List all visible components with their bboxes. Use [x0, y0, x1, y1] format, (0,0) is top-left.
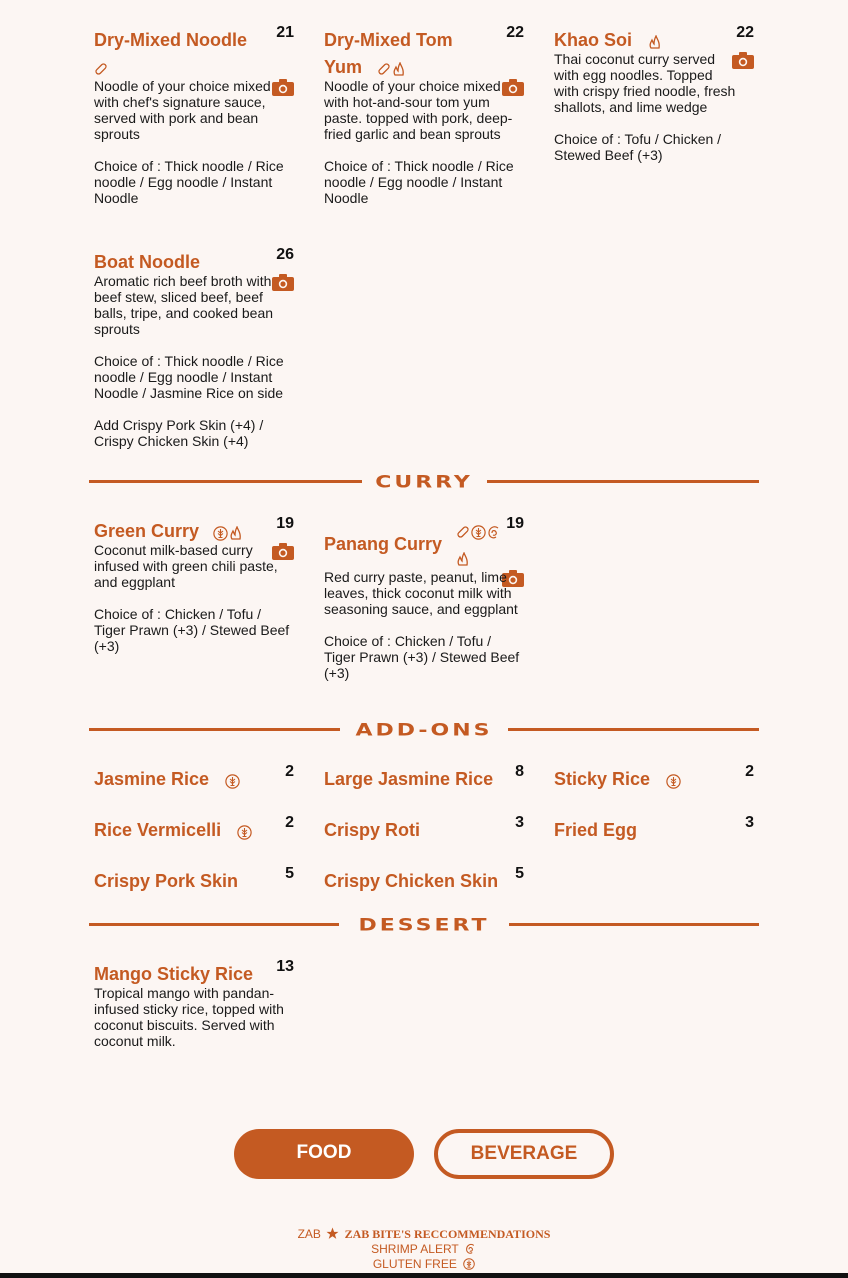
item-price: 13 — [276, 958, 294, 975]
legend-shrimp-label: SHRIMP ALERT — [371, 1242, 459, 1256]
item-name: Rice Vermicelli — [94, 817, 294, 845]
item-description: Red curry paste, peanut, lime leaves, thick coconut milk with seasoning sauce, and eggplant Choice of : Chicken / Tofu / Tiger Prawn (+3) / Stewed Beef (+3) — [324, 569, 520, 681]
item-name: Dry-Mixed Tom Yum — [324, 27, 504, 82]
peanut-icon — [377, 62, 391, 76]
item-description: Thai coconut curry served with egg noodles. Topped with crispy fried noodle, fresh shallots, and lime wedge Choice of : Tofu / Chicken / Stewed Beef (+3) — [554, 51, 736, 163]
spicy-icon — [648, 35, 662, 49]
item-name: Boat Noodle — [94, 252, 200, 272]
item-description: Coconut milk-based curry infused with green chili paste, and eggplant Choice of : Chicken / Tofu / Tiger Prawn (+3) / Stewed Beef (+3) — [94, 542, 290, 654]
peanut-icon — [456, 525, 470, 539]
item-name: Green Curry — [94, 518, 264, 546]
item-price: 22 — [736, 24, 754, 41]
item-name: Crispy Roti — [324, 820, 421, 840]
item-icons — [225, 767, 241, 794]
legend-zab: ZAB — [297, 1227, 321, 1241]
peanut-icon — [94, 62, 108, 76]
item-price: 2 — [285, 814, 294, 831]
item-description: Tropical mango with pandan-infused sticky rice, topped with coconut biscuits. Served with coconut milk. — [94, 985, 284, 1049]
item-icons — [456, 518, 503, 572]
section-title: DESSERT — [358, 915, 490, 936]
food-button[interactable]: FOOD — [234, 1129, 414, 1179]
section-header-curry — [0, 470, 848, 496]
item-name: Large Jasmine Rice — [324, 769, 494, 789]
legend-recommendations — [0, 1227, 848, 1242]
star-icon — [326, 1227, 339, 1240]
item-price: 5 — [515, 865, 524, 882]
item-name: Fried Egg — [554, 820, 638, 840]
gluten-free-icon — [463, 1258, 475, 1270]
item-icons — [666, 767, 682, 794]
section-header-addons — [0, 718, 848, 744]
gluten-free-icon — [225, 774, 240, 789]
item-price: 8 — [515, 763, 524, 780]
item-name: Crispy Pork Skin — [94, 871, 239, 891]
section-title: CURRY — [375, 472, 473, 493]
item-name: Khao Soi — [554, 27, 724, 55]
item-price: 21 — [276, 24, 294, 41]
legend-gluten-free — [0, 1257, 848, 1272]
item-name: Mango Sticky Rice — [94, 964, 254, 984]
item-icons — [237, 818, 253, 845]
item-description: Aromatic rich beef broth with beef stew, sliced beef, beef balls, tripe, and cooked bean sprouts Choice of : Thick noodle / Rice noodle / Egg noodle / Instant Noodle / Jasmine Rice on side Add Crispy Pork Skin (+4) / Crispy Chicken Skin (+4) — [94, 273, 284, 449]
item-price: 5 — [285, 865, 294, 882]
shrimp-icon — [465, 1243, 477, 1255]
spicy-icon — [392, 62, 406, 76]
gluten-free-icon — [213, 526, 228, 541]
gluten-free-icon — [237, 825, 252, 840]
section-title: ADD-ONS — [355, 720, 493, 741]
gluten-free-icon — [471, 525, 486, 540]
item-name: Jasmine Rice — [94, 766, 294, 794]
item-price: 2 — [745, 763, 754, 780]
legend-gluten-label: GLUTEN FREE — [372, 1257, 457, 1271]
legend-shrimp — [0, 1242, 848, 1257]
item-description: Noodle of your choice mixed with chef's signature sauce, served with pork and bean sprouts Choice of : Thick noodle / Rice noodle / Egg noodle / Instant Noodle — [94, 78, 284, 206]
bottom-bar — [0, 1273, 848, 1278]
gluten-free-icon — [666, 774, 681, 789]
item-name: Panang Curry — [324, 518, 509, 572]
item-price: 3 — [515, 814, 524, 831]
item-price: 26 — [276, 246, 294, 263]
item-price: 2 — [285, 763, 294, 780]
shrimp-icon — [487, 525, 502, 540]
item-price: 3 — [745, 814, 754, 831]
item-name: Dry-Mixed Noodle — [94, 27, 264, 82]
section-header-dessert — [0, 913, 848, 939]
beverage-button[interactable]: BEVERAGE — [434, 1129, 614, 1179]
spicy-icon — [229, 526, 243, 540]
legend-recommend-label: ZAB BITE'S RECCOMMENDATIONS — [344, 1227, 551, 1241]
spicy-icon — [456, 552, 470, 566]
item-price: 19 — [276, 515, 294, 532]
item-price: 22 — [506, 24, 524, 41]
item-price: 19 — [506, 515, 524, 532]
item-description: Noodle of your choice mixed with hot-and-sour tom yum paste. topped with pork, deep-fried garlic and bean sprouts Choice of : Thick noodle / Rice noodle / Egg noodle / Instant Noodle — [324, 78, 514, 206]
item-name: Crispy Chicken Skin — [324, 871, 499, 891]
item-name: Sticky Rice — [554, 766, 754, 794]
